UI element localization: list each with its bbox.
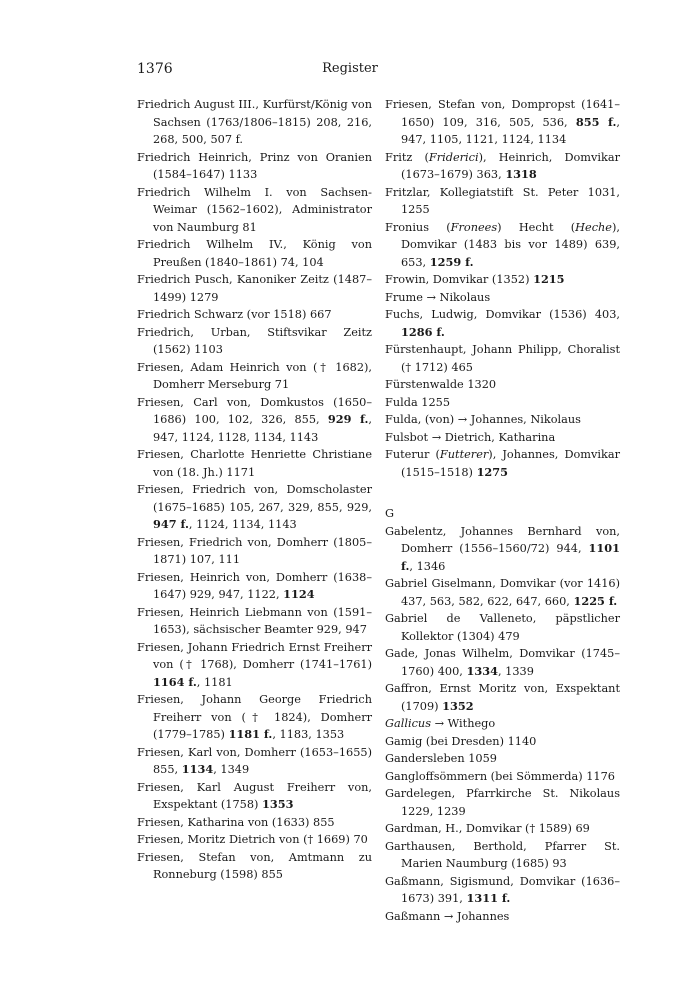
index-entry: Garthausen, Berthold, Pfarrer St. Marien Naumburg (1685) 93 [385, 839, 620, 870]
index-column-right [385, 96, 620, 925]
index-entry: Futerur (Futterer), Johannes, Domvikar (1515–1518) 1275 [385, 448, 620, 479]
index-entry: Friesen, Moritz Dietrich von († 1669) 70 [137, 833, 368, 846]
index-entry: Gaffron, Ernst Moritz von, Exspektant (1709) 1352 [385, 682, 620, 713]
index-entry: Friedrich Heinrich, Prinz von Oranien (1584–1647) 1133 [137, 150, 372, 181]
index-entry: Friesen, Heinrich von, Domherr (1638–1647) 929, 947, 1122, 1124 [137, 570, 372, 601]
index-entry: Fulda 1255 [385, 395, 451, 409]
index-entry: Fritzlar, Kollegiatstift St. Peter 1031, 1255 [385, 185, 620, 216]
index-entry: Gabriel de Valleneto, päpstlicher Kollektor (1304) 479 [385, 612, 620, 643]
index-entry: Friedrich Pusch, Kanoniker Zeitz (1487–1499) 1279 [137, 273, 372, 304]
index-entry: Friesen, Friedrich von, Domscholaster (1675–1685) 105, 267, 329, 855, 929, 947 f., 1124, 1134, 1143 [137, 483, 372, 531]
index-entries-g [385, 523, 620, 926]
index-entry: Gallicus → Withego [385, 717, 496, 730]
index-entry: Friesen, Stefan von, Dompropst (1641–1650) 109, 316, 505, 536, 855 f., 947, 1105, 1121, 1124, 1134 [385, 98, 621, 146]
index-entry: Friesen, Karl von, Domherr (1653–1655) 855, 1134, 1349 [137, 745, 372, 776]
index-entry: Friesen, Katharina von (1633) 855 [137, 815, 335, 829]
index-entries-f [385, 96, 620, 481]
index-entry: Fritz (Friderici), Heinrich, Domvikar (1673–1679) 363, 1318 [385, 150, 620, 181]
index-entry: Fulda, (von) → Johannes, Nikolaus [385, 413, 581, 426]
index-entry: Gangloffsömmern (bei Sömmerda) 1176 [385, 769, 615, 783]
index-entry: Friesen, Adam Heinrich von († 1682), Domherr Merseburg 71 [137, 360, 372, 391]
index-entry: Fuchs, Ludwig, Domvikar (1536) 403, 1286 f. [385, 308, 620, 339]
index-entry: Gamig (bei Dresden) 1140 [385, 734, 537, 748]
index-entry: Gardelegen, Pfarrkirche St. Nikolaus 1229, 1239 [385, 787, 620, 818]
index-entry: Friedrich Wilhelm I. von Sachsen-Weimar (1562–1602), Administrator von Naumburg 81 [137, 185, 372, 234]
index-entry: Friedrich August III., Kurfürst/König von Sachsen (1763/1806–1815) 208, 216, 268, 500, 507 f. [137, 98, 372, 146]
index-entry: Friesen, Heinrich Liebmann von (1591–1653), sächsischer Beamter 929, 947 [137, 605, 372, 636]
index-entry: Friedrich Wilhelm IV., König von Preußen (1840–1861) 74, 104 [137, 238, 372, 269]
index-entry: Friedrich, Urban, Stiftsvikar Zeitz (1562) 1103 [137, 325, 372, 356]
index-entry: Friesen, Johann George Friedrich Freiherr von († 1824), Domherr (1779–1785) 1181 f., 1183, 1353 [137, 693, 372, 741]
index-entry: Fürstenwalde 1320 [385, 378, 497, 391]
index-entry: Fulsbot → Dietrich, Katharina [385, 430, 556, 444]
index-column-left [137, 96, 372, 884]
page-number: 1376 [137, 61, 173, 77]
index-entry: Gandersleben 1059 [385, 752, 497, 765]
index-entry: Fürstenhaupt, Johann Philipp, Choralist († 1712) 465 [385, 343, 620, 374]
index-entry: Frowin, Domvikar (1352) 1215 [385, 272, 565, 286]
index-entry: Friesen, Carl von, Domkustos (1650–1686) 100, 102, 326, 855, 929 f., 947, 1124, 1128, 1134, 1143 [137, 395, 373, 444]
index-entry: Gabriel Giselmann, Domvikar (vor 1416) 437, 563, 582, 622, 647, 660, 1225 f. [385, 577, 620, 608]
index-entry: Frume → Nikolaus [385, 290, 491, 304]
index-entry: Friesen, Friedrich von, Domherr (1805–1871) 107, 111 [137, 535, 372, 566]
index-entry: Gaßmann → Johannes [385, 909, 510, 923]
index-entry: Gade, Jonas Wilhelm, Domvikar (1745–1760) 400, 1334, 1339 [385, 647, 620, 678]
index-entry: Gabelentz, Johannes Bernhard von, Domherr (1556–1560/72) 944, 1101 f., 1346 [385, 524, 620, 573]
section-letter: G [385, 507, 395, 520]
index-entry: Friesen, Stefan von, Amtmann zu Ronneburg (1598) 855 [137, 850, 372, 881]
index-entry: Friesen, Karl August Freiherr von, Exspektant (1758) 1353 [137, 780, 372, 811]
index-entry: Friesen, Johann Friedrich Ernst Freiherr von († 1768), Domherr (1741–1761) 1164 f., 1181 [137, 640, 372, 689]
index-entry: Gaßmann, Sigismund, Domvikar (1636–1673) 391, 1311 f. [385, 874, 620, 905]
index-entry: Friesen, Charlotte Henriette Christiane von (18. Jh.) 1171 [137, 448, 372, 479]
running-head: Register [322, 61, 378, 76]
index-entry: Friedrich Schwarz (vor 1518) 667 [137, 308, 332, 321]
index-entry: Fronius (Fronees) Hecht (Heche), Domvikar (1483 bis vor 1489) 639, 653, 1259 f. [385, 220, 620, 269]
index-entry: Gardman, H., Domvikar († 1589) 69 [385, 822, 590, 835]
